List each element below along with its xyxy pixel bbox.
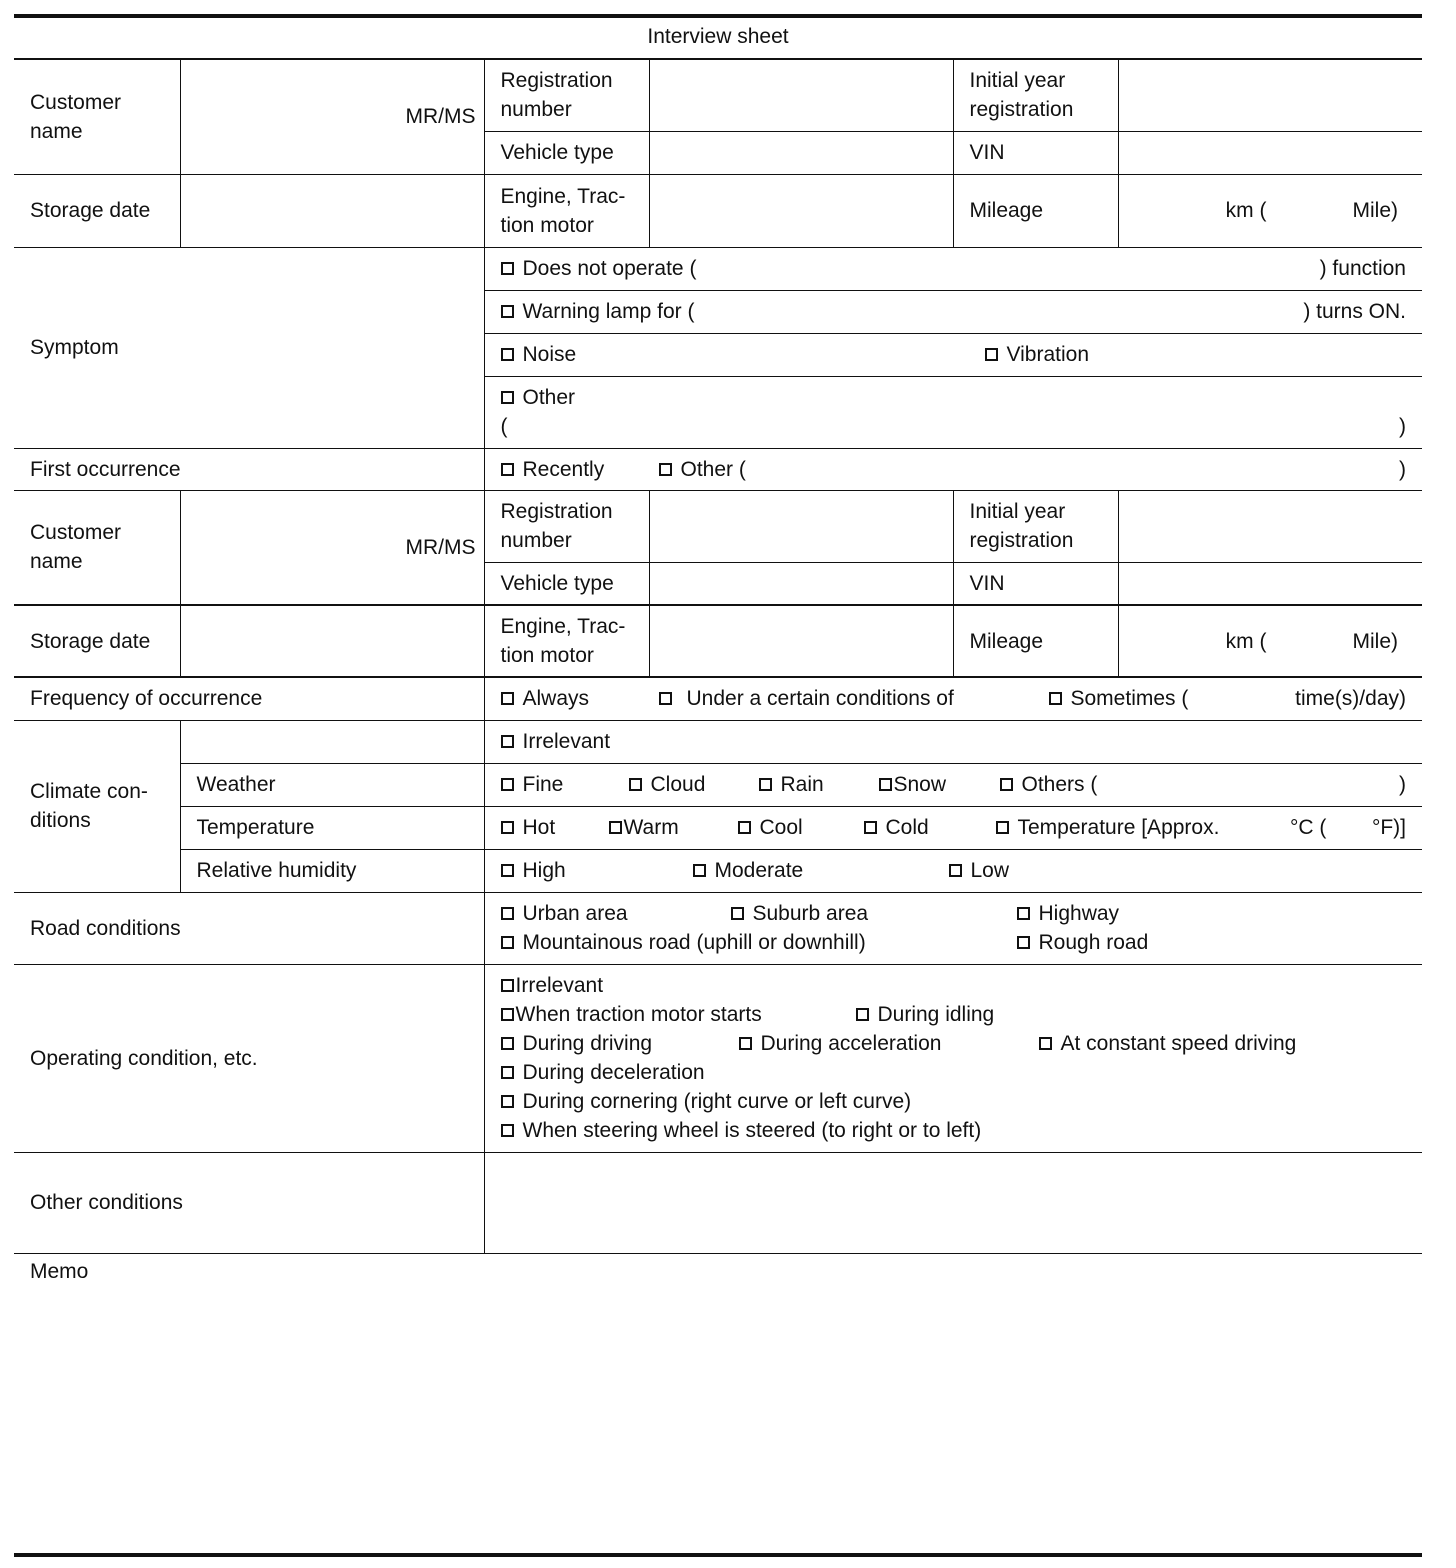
humidity-options[interactable]: High Moderate Low <box>484 849 1422 892</box>
storage-date-label: Storage date <box>14 174 180 247</box>
checkbox-icon[interactable] <box>629 778 642 791</box>
checkbox-icon[interactable] <box>985 348 998 361</box>
checkbox-icon[interactable] <box>501 463 514 476</box>
memo-label: Memo <box>30 1260 89 1283</box>
symptom-warning-lamp[interactable]: Warning lamp for ( ) turns ON. <box>484 290 1422 333</box>
vehicle-type-label: Vehicle type <box>484 131 649 174</box>
km-label: km ( <box>1225 199 1267 222</box>
weather-options[interactable]: Fine Cloud Rain Snow Others ( ) <box>484 763 1422 806</box>
storage-date-field-2[interactable] <box>180 605 484 677</box>
bottom-rule <box>14 1553 1422 1557</box>
memo-area[interactable] <box>14 1253 1422 1553</box>
climate-blank <box>180 720 484 763</box>
sheet-title: Interview sheet <box>647 25 789 48</box>
mile-label: Mile) <box>1352 199 1398 222</box>
initial-year-registration-label-2: Initial year registration <box>953 490 1118 562</box>
interview-sheet <box>14 14 1422 1557</box>
customer-name-label: Customer name <box>14 59 180 174</box>
checkbox-icon[interactable] <box>659 463 672 476</box>
initial-year-registration-label: Initial year registration <box>953 59 1118 131</box>
vehicle-type-label-2: Vehicle type <box>484 562 649 605</box>
symptom-other[interactable]: Other ( ) <box>484 376 1422 448</box>
checkbox-icon[interactable] <box>739 1037 752 1050</box>
frequency-label: Frequency of occurrence <box>14 677 484 720</box>
engine-field[interactable] <box>649 174 953 247</box>
registration-number-label: Registration number <box>484 59 649 131</box>
checkbox-icon[interactable] <box>609 821 622 834</box>
checkbox-icon[interactable] <box>501 821 514 834</box>
mile-label-2: Mile) <box>1352 629 1398 653</box>
checkbox-icon[interactable] <box>864 821 877 834</box>
operating-label: Operating condition, etc. <box>14 964 484 1152</box>
checkbox-icon[interactable] <box>501 778 514 791</box>
mileage-field-2[interactable] <box>1118 605 1422 677</box>
mileage-label-2: Mileage <box>953 605 1118 677</box>
initial-year-registration-field-2[interactable] <box>1118 490 1422 562</box>
first-occurrence-options[interactable]: Recently Other ( ) <box>484 448 1422 490</box>
checkbox-icon[interactable] <box>693 864 706 877</box>
mr-ms-label: MR/MS <box>180 59 484 174</box>
vin-field[interactable] <box>1118 131 1422 174</box>
km-label-2: km ( <box>1225 629 1267 653</box>
climate-label: Climate con-ditions <box>14 720 180 892</box>
checkbox-icon[interactable] <box>949 864 962 877</box>
operating-options[interactable]: Irrelevant When traction motor starts During idling During driving During acceleration At constant speed driving During deceleration During cornering (right curve or left curve) When steering wheel is steered (to right or to left) <box>484 964 1422 1152</box>
checkbox-icon[interactable] <box>1017 936 1030 949</box>
other-conditions-field[interactable] <box>484 1152 1422 1253</box>
checkbox-icon[interactable] <box>501 1037 514 1050</box>
symptom-does-not-operate[interactable]: Does not operate ( ) function <box>484 247 1422 290</box>
climate-irrelevant[interactable]: Irrelevant <box>484 720 1422 763</box>
registration-number-label-2: Registration number <box>484 490 649 562</box>
road-options[interactable]: Urban area Suburb area Highway Mountainous road (uphill or downhill) Rough road <box>484 892 1422 964</box>
mileage-label: Mileage <box>953 174 1118 247</box>
checkbox-icon[interactable] <box>501 262 514 275</box>
checkbox-icon[interactable] <box>501 907 514 920</box>
vehicle-type-field[interactable] <box>649 131 953 174</box>
checkbox-icon[interactable] <box>501 735 514 748</box>
checkbox-icon[interactable] <box>1000 778 1013 791</box>
temperature-options[interactable]: Hot Warm Cool Cold Temperature [Approx. °C ( °F)] <box>484 806 1422 849</box>
vin-field-2[interactable] <box>1118 562 1422 605</box>
storage-date-label-2: Storage date <box>14 605 180 677</box>
symptom-label: Symptom <box>14 247 484 448</box>
checkbox-icon[interactable] <box>996 821 1009 834</box>
checkbox-icon[interactable] <box>501 936 514 949</box>
engine-field-2[interactable] <box>649 605 953 677</box>
checkbox-icon[interactable] <box>856 1008 869 1021</box>
vin-label-2: VIN <box>953 562 1118 605</box>
checkbox-icon[interactable] <box>501 1124 514 1137</box>
checkbox-icon[interactable] <box>501 1095 514 1108</box>
registration-number-field[interactable] <box>649 59 953 131</box>
humidity-label: Relative humidity <box>180 849 484 892</box>
storage-date-field[interactable] <box>180 174 484 247</box>
checkbox-icon[interactable] <box>501 348 514 361</box>
checkbox-icon[interactable] <box>501 864 514 877</box>
checkbox-icon[interactable] <box>659 692 672 705</box>
checkbox-icon[interactable] <box>738 821 751 834</box>
checkbox-icon[interactable] <box>759 778 772 791</box>
weather-label: Weather <box>180 763 484 806</box>
checkbox-icon[interactable] <box>1049 692 1062 705</box>
vehicle-type-field-2[interactable] <box>649 562 953 605</box>
road-label: Road conditions <box>14 892 484 964</box>
checkbox-icon[interactable] <box>879 778 892 791</box>
symptom-noise-vibration[interactable]: Noise Vibration <box>484 333 1422 376</box>
checkbox-icon[interactable] <box>501 305 514 318</box>
checkbox-icon[interactable] <box>501 391 514 404</box>
first-occurrence-label: First occurrence <box>14 448 484 490</box>
checkbox-icon[interactable] <box>501 692 514 705</box>
mr-ms-label-2: MR/MS <box>180 490 484 605</box>
checkbox-icon[interactable] <box>501 979 514 992</box>
interview-table <box>14 58 1422 1253</box>
vin-label: VIN <box>953 131 1118 174</box>
checkbox-icon[interactable] <box>501 1008 514 1021</box>
engine-label-2: Engine, Trac-tion motor <box>484 605 649 677</box>
customer-name-label-2: Customer name <box>14 490 180 605</box>
frequency-options[interactable]: Always Under a certain conditions of Sometimes ( time(s)/day) <box>484 677 1422 720</box>
temperature-label: Temperature <box>180 806 484 849</box>
mileage-field[interactable] <box>1118 174 1422 247</box>
checkbox-icon[interactable] <box>731 907 744 920</box>
initial-year-registration-field[interactable] <box>1118 59 1422 131</box>
checkbox-icon[interactable] <box>1017 907 1030 920</box>
other-conditions-label: Other conditions <box>14 1152 484 1253</box>
checkbox-icon[interactable] <box>501 1066 514 1079</box>
checkbox-icon[interactable] <box>1039 1037 1052 1050</box>
registration-number-field-2[interactable] <box>649 490 953 562</box>
engine-label: Engine, Trac-tion motor <box>484 174 649 247</box>
